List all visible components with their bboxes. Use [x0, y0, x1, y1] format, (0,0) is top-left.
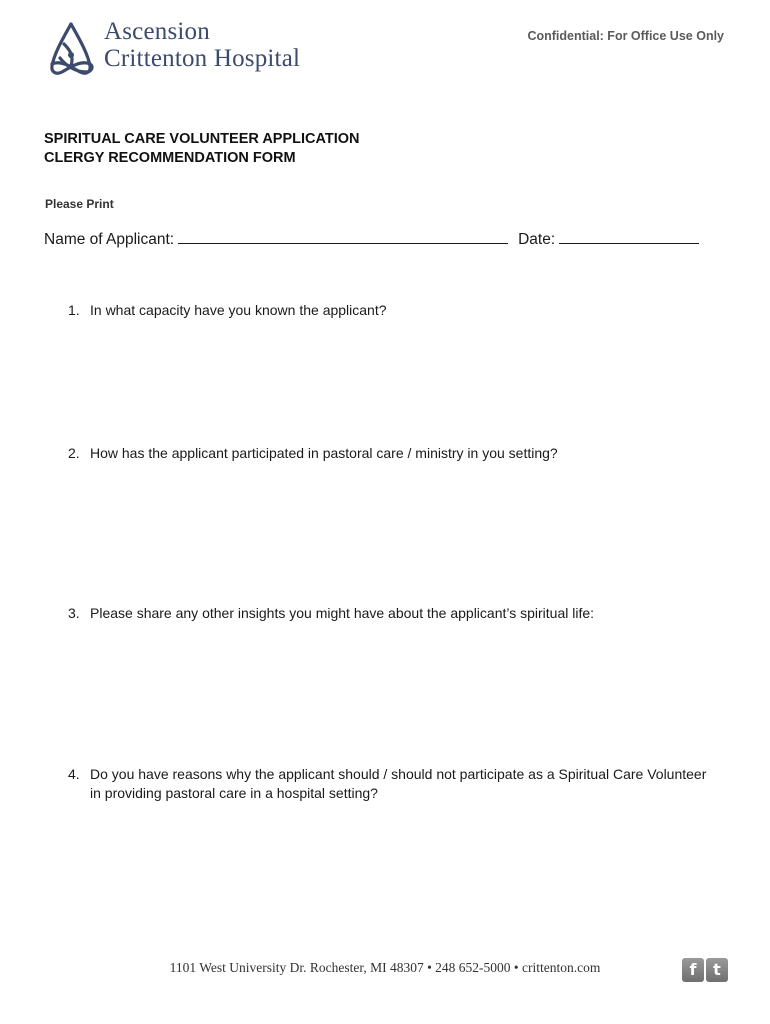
name-label: Name of Applicant: [44, 231, 175, 248]
question-text: How has the applicant participated in pastoral care / ministry in you setting? [90, 445, 558, 461]
facebook-icon[interactable]: f [682, 958, 704, 982]
question-text: Please share any other insights you might have about the applicant’s spiritual life: [90, 605, 595, 621]
question-number: 4. [68, 766, 80, 782]
form-title-line1: SPIRITUAL CARE VOLUNTEER APPLICATION [44, 131, 360, 147]
question-text: Do you have reasons why the applicant should / should not participate as a Spiritual Care Volunteer in providing pastoral care in a hospital setting? [90, 766, 707, 801]
date-label: Date: [518, 231, 556, 248]
hospital-logo [44, 18, 334, 80]
applicant-row [44, 229, 699, 249]
twitter-icon[interactable]: t [706, 958, 728, 982]
logo-text-line2: Crittenton Hospital [104, 45, 301, 72]
form-title-line2: CLERGY RECOMMENDATION FORM [44, 150, 296, 166]
confidential-notice: Confidential: For Office Use Only [527, 29, 724, 43]
ascension-logo-icon [44, 20, 98, 78]
logo-text-line1: Ascension [104, 18, 210, 45]
question-1 [68, 301, 710, 320]
question-text: In what capacity have you known the applicant? [90, 302, 387, 318]
name-field[interactable] [178, 229, 508, 244]
question-number: 1. [68, 302, 80, 318]
footer-address: 1101 West University Dr. Rochester, MI 48307 • 248 652-5000 • crittenton.com [169, 960, 601, 975]
please-print-note: Please Print [45, 197, 114, 211]
date-field[interactable] [559, 229, 699, 244]
question-2 [68, 444, 710, 463]
question-3 [68, 604, 710, 623]
question-number: 2. [68, 445, 80, 461]
form-title [44, 130, 360, 168]
question-number: 3. [68, 605, 80, 621]
social-links [682, 958, 728, 982]
question-4 [68, 765, 710, 803]
